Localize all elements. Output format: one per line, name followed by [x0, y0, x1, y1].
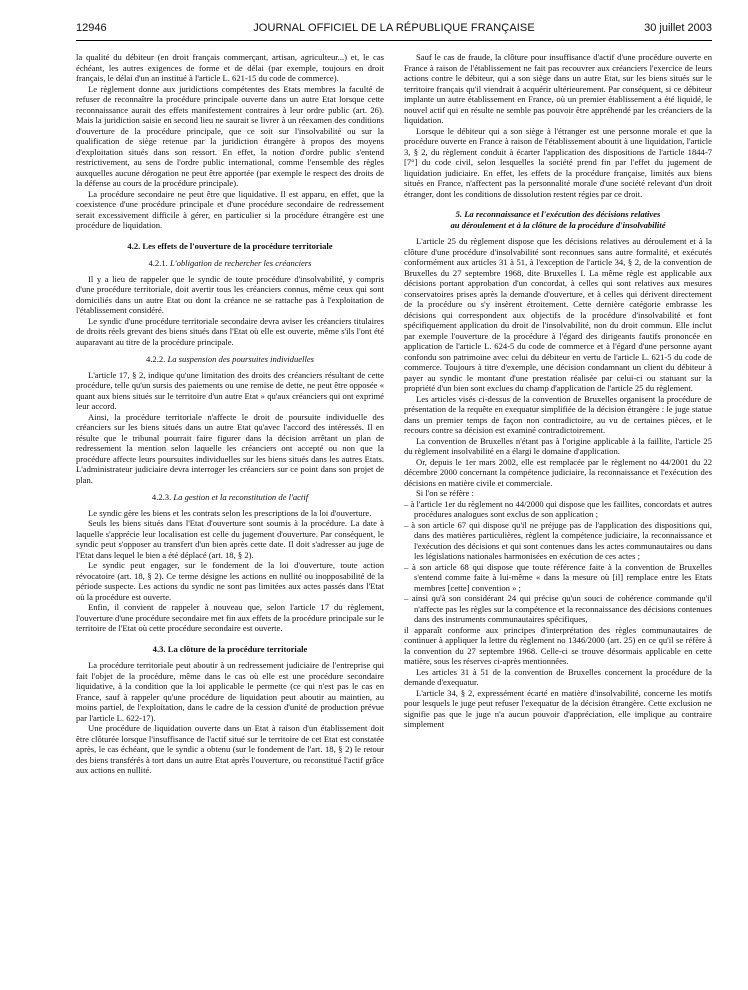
paragraph: Les articles 31 à 51 de la convention de Bruxelles concernent la procédure de la demande d'exequatur. — [404, 666, 712, 687]
paragraph: Or, depuis le 1er mars 2002, elle est remplacée par le règlement no 44/2001 du 22 décembre 2000 concernant la compétence judiciaire, la reconnaissance et l'exécution des décisions en matière civile et commerciale. — [404, 456, 712, 488]
paragraph: Seuls les biens situés dans l'Etat d'ouverture sont soumis à la procédure. La date à laquelle s'apprécie leur localisation est celle du jugement d'ouverture. Par conséquent, le syndic peut s'opposer au transfert d'un bien après cette date. Il doit s'adresser au juge de l'Etat dans lequel le bien a été déplacé (art. 18, § 2). — [76, 518, 384, 560]
subsection-number: 4.2.3. — [151, 492, 172, 502]
list-item: – à l'article 1er du règlement no 44/2000 qui dispose que les faillites, concordats et autres procédures analogues sont exclus de son application ; — [404, 498, 712, 519]
right-column — [404, 52, 712, 776]
paragraph: la qualité du débiteur (en droit français commerçant, artisan, agriculteur...) et, le cas échéant, les autres exigences de forme et de délai (par exemple, toujours en droit français, le délai d'un an institué à l'article L. 621-15 du code de commerce). — [76, 52, 384, 83]
paragraph: Lorsque le débiteur qui a son siège à l'étranger est une personne morale et que la procédure ouverte en France à raison de l'établissement aboutit à une liquidation, l'article 3, § 2, du règlement conduit à écarter l'application des dispositions de l'article 1844-7 [7°] du code civil, selon lesquelles la société prend fin par l'effet du jugement de liquidation judiciaire. En effet, les effets de la procédure française, limités aux biens situés en France, n'affectent pas la personnalité morale d'une société relevant d'un droit étranger, dont les conditions de dissolution restent régies par ce droit. — [404, 125, 712, 199]
list-item: – à son article 67 qui dispose qu'il ne préjuge pas de l'application des dispositions qui, dans des matières particulières, règlent la compétence judiciaire, la reconnaissance et l'exécution des décisions et qui sont contenues dans les actes communautaires ou dans les législations nationales harmonisées en exécution de ces actes ; — [404, 519, 712, 561]
text-columns — [76, 52, 712, 776]
subsection-title: La suspension des poursuites individuelles — [167, 354, 315, 364]
paragraph: Une procédure de liquidation ouverte dans un Etat à raison d'un établissement doit être clôturée lorsque l'insuffisance de l'actif situé sur le territoire de cet Etat est constatée après, le cas échéant, que le syndic a obtenu (sur le fondement de l'art. 18, § 2) le retour des biens transférés à tort dans un autre Etat après l'ouverture, ou reconstitué l'actif grâce aux actions en nullité. — [76, 723, 384, 775]
paragraph: Sauf le cas de fraude, la clôture pour insuffisance d'actif d'une procédure ouverte en France à raison de l'établissement ne fait pas recouvrer aux créanciers l'exercice de leurs actions contre le débiteur, qui a son siège dans un autre Etat, sur les biens situés sur le territoire français qu'il viendrait à acquérir ultérieurement. Par conséquent, si ce débiteur implante un autre établissement en France, où un premier établissement a été liquidé, le nouvel actif qui en résulte ne semble pas pouvoir être appréhendé par les créanciers de la liquidation. — [404, 52, 712, 125]
reference-list — [404, 499, 712, 625]
paragraph: Le syndic gère les biens et les contrats selon les prescriptions de la loi d'ouverture. — [88, 507, 372, 518]
paragraph: L'article 17, § 2, indique qu'une limitation des droits des créanciers résultant de cette procédure, telle qu'un sursis des paiements ou une remise de dette, ne peut être opposée « quant aux biens situés sur le territoire d'un autre Etat » qu'aux créanciers qui ont exprimé leur accord. — [76, 369, 384, 411]
left-column — [76, 52, 384, 776]
section-heading-5 — [404, 209, 712, 230]
paragraph: Le syndic d'une procédure territoriale secondaire devra aviser les créanciers titulaires de droits réels grevant des biens situés dans l'Etat où elle est ouverte, même s'ils l'ont été auparavant au titre de la procédure principale. — [76, 315, 384, 347]
page-header — [76, 22, 712, 38]
subsection-number: 4.2.1. — [148, 258, 168, 268]
paragraph: La convention de Bruxelles n'étant pas à l'origine applicable à la faillite, l'article 25 du règlement insolvabilité en a élargi le domaine d'application. — [404, 435, 712, 456]
paragraph: Le règlement donne aux juridictions compétentes des Etats membres la faculté de refuser de reconnaître la procédure principale ouverte dans un autre Etat lorsque cette reconnaissance aurait des effets manifestement contraires à leur ordre public (art. 26). Mais la juridiction saisie en second lieu ne saurait se livrer à un réexamen des conditions d'ouverture de la procédure principale, que ce soit sur l'insolvabilité ou sur la qualification de siège retenue par la juridiction étrangère à propos des moyens d'exploitation situés dans son ressort. En effet, la notion d'ordre public s'entend restrictivement, au sens de l'ordre public international, comme l'ensemble des règles auxquelles aucune dérogation ne peut être apportée (par exemple le respect des droits de la défense au cours de la procédure principale). — [76, 83, 384, 188]
section-heading-4-2: 4.2. Les effets de l'ouverture de la procédure territoriale — [127, 240, 333, 251]
subsection-number: 4.2.2. — [145, 354, 166, 364]
subsection-heading-4-2-3 — [76, 492, 384, 503]
header-rule — [76, 40, 712, 41]
page-number: 12946 — [76, 22, 107, 34]
paragraph: Enfin, il convient de rappeler à nouveau que, selon l'article 17 du règlement, l'ouverture d'une procédure secondaire met fin aux effets de la procédure principale sur le territoire de l'Etat où cette procédure secondaire est ouverte. — [76, 602, 384, 633]
subsection-heading-4-2-2 — [76, 354, 384, 365]
paragraph: La procédure secondaire ne peut être que liquidative. Il est apparu, en effet, que la coexistence d'une procédure principale et d'une procédure secondaire de redressement serait excessivement difficile à gérer, en particulier si la procédure étrangère est une procédure de liquidation. — [76, 188, 384, 230]
list-item: – à son article 68 qui dispose que toute référence faite à la convention de Bruxelles s'entend comme faite à lui-même « dans la mesure où [il] remplace entre les Etats membres [cette] convention » ; — [404, 561, 712, 593]
paragraph: Ainsi, la procédure territoriale n'affecte le droit de poursuite individuelle des créanciers sur les biens situés dans un autre Etat qu'avec l'accord des intéressés. Il en résulte que le tribunal pourrait faire figurer dans la décision arrêtant un plan de redressement la mention selon laquelle les créanciers ont accepté ou non que la procédure affecte leurs poursuites individuelles sur les biens situés dans les autres Etats. L'administrateur judiciaire devra interroger les créanciers sur ce point dans son projet de plan. — [76, 411, 384, 485]
subsection-title: L'obligation de rechercher les créanciers — [169, 258, 312, 268]
paragraph: Si l'on se réfère : — [416, 488, 474, 498]
list-item: – ainsi qu'à son considérant 24 qui précise qu'un souci de cohérence commande qu'il n'affecte pas les règles sur la compétence et la reconnaissance des décisions contenues dans des instruments communautaires spécifiques, — [404, 593, 712, 624]
section-heading-4-3: 4.3. La clôture de la procédure territoriale — [152, 643, 308, 654]
paragraph: L'article 34, § 2, expressément écarté en matière d'insolvabilité, concerne les motifs pour lesquels le juge peut refuser l'exequatur de la décision étrangère. Cette exclusion ne signifie pas que le juge n'a aucun pouvoir d'appréciation, elle implique au contraire simplement — [404, 687, 712, 729]
section-heading-line: au déroulement et à la clôture de la procédure d'insolvabilité — [450, 219, 666, 230]
paragraph: Les articles visés ci-dessus de la convention de Bruxelles organisent la procédure de présentation de la requête en exequatur simplifiée de la décision étrangère : le juge statue dans un premier temps de façon non contradictoire, au vu de certaines pièces, et le recours contre sa décision est examiné contradictoirement. — [404, 393, 712, 435]
paragraph: Il y a lieu de rappeler que le syndic de toute procédure d'insolvabilité, y compris d'une procédure territoriale, doit avertir tous les créanciers connus, même ceux qui sont domiciliés dans un autre Etat ou dont la créance ne se rattache pas à l'exploitation de l'établissement considéré. — [76, 273, 384, 315]
section-heading-line: 5. La reconnaissance et l'exécution des décisions relatives — [455, 209, 661, 219]
paragraph: L'article 25 du règlement dispose que les décisions relatives au déroulement et à la clôture d'une procédure d'insolvabilité sont reconnues sans autre formalité, et exécutés conformément aux articles 31 à 51, à l'exception de l'article 34, § 2, de la convention de Bruxelles du 27 septembre 1968, dite Bruxelles I. La même règle est applicable aux décisions portant approbation d'un concordat, à celles qui sont relatives aux mesures conservatoires prises après la demande d'ouverture, et à celles qui dérivent directement de la procédure ou s'y insèrent étroitement. Cette dernière catégorie embrasse les décisions qui correspondent aux objectifs de la procédure d'insolvabilité et font spécifiquement application du droit de l'insolvabilité, non du droit commun. Elle inclut par exemple l'ouverture de la procédure à l'égard des dirigeants fautifs prononcée en application de l'article L. 624-5 du code de commerce et à l'égard d'une personne ayant confondu son patrimoine avec celui du débiteur en vertu de l'article L. 621-5 du code de commerce. Toujours à titre d'exemple, une décision condamnant un client du débiteur à payer au syndic le montant d'une prestation réalisée par celui-ci ou statuant sur la propriété d'un bien sont exclues du champ d'application de l'article 25 du règlement. — [404, 236, 712, 393]
paragraph: il apparaît conforme aux principes d'interprétation des règles communautaires de continuer à appliquer la lettre du règlement no 1346/2000 (art. 25) en ce qu'il se réfère à la convention du 27 septembre 1968. Celle-ci se trouve désormais applicable en cette matière, sous les réserves ci-après mentionnées. — [404, 624, 712, 666]
paragraph: Le syndic peut engager, sur le fondement de la loi d'ouverture, toute action révocatoire (art. 18, § 2). Ce terme désigne les actions en nullité ou inopposabilité de la période suspecte. Les actions du syndic ne sont pas limitées aux actes passés dans l'Etat où la procédure est ouverte. — [76, 560, 384, 602]
subsection-title: La gestion et la reconstitution de l'actif — [173, 492, 309, 502]
paragraph: La procédure territoriale peut aboutir à un redressement judiciaire de l'entreprise qui fait l'objet de la procédure, même dans le cas où elle est une procédure secondaire liquidative, à la condition que la loi applicable le permette (ce qui n'est pas le cas en France, sauf à rappeler qu'une procédure de liquidation peut aboutir au maintien, au moins partiel, de l'exploitation, dans le cadre de la cession d'unité de production prévue par l'article L. 622-17). — [76, 660, 384, 723]
publication-date: 30 juillet 2003 — [644, 22, 712, 34]
subsection-heading-4-2-1 — [76, 258, 384, 269]
journal-title: JOURNAL OFFICIEL DE LA RÉPUBLIQUE FRANÇAISE — [253, 22, 535, 34]
